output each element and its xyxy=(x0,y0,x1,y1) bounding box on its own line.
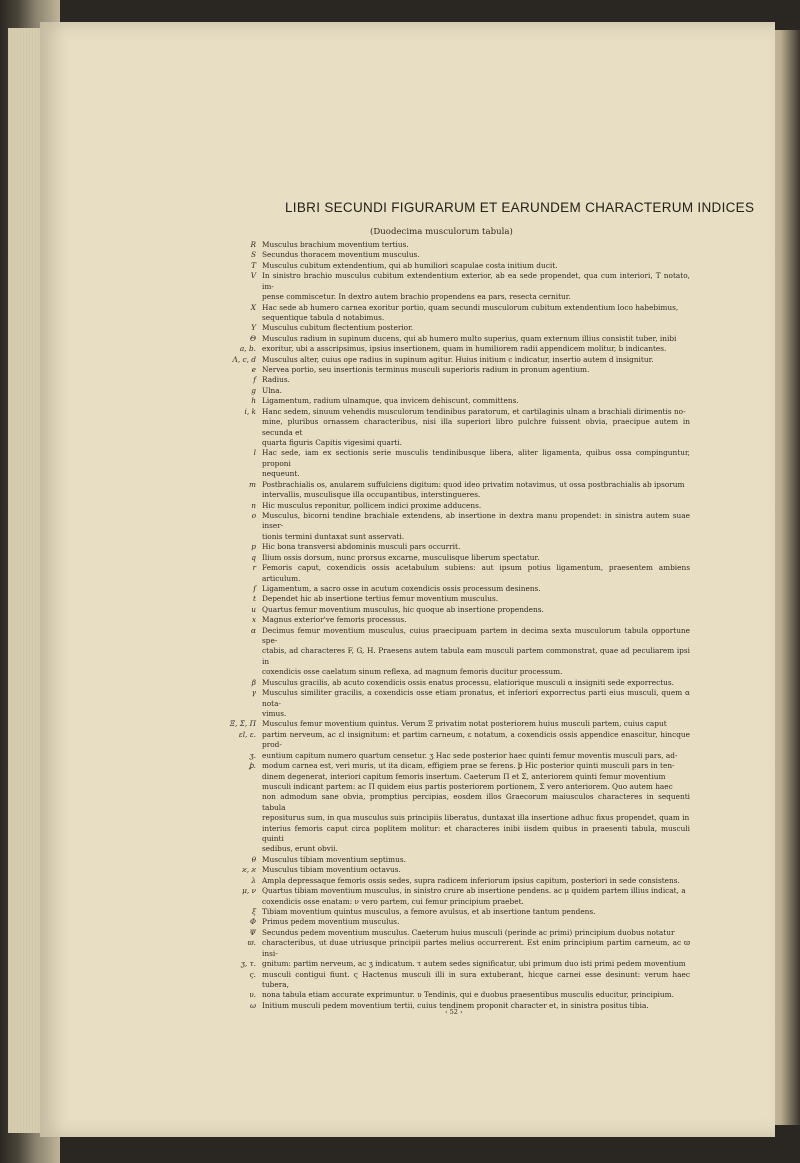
entry-character: Θ xyxy=(249,333,256,343)
entry-character: ς. xyxy=(249,969,256,979)
entry-character xyxy=(210,709,262,719)
index-entry xyxy=(210,448,690,469)
entry-text: Ilium ossis dorsum, nunc prorsus excarne, musculisque liberum spectatur. xyxy=(262,552,540,562)
entry-text: Magnus exterior've femoris processus. xyxy=(262,615,407,625)
entry-text: Radius. xyxy=(262,375,290,385)
entry-character: p xyxy=(251,542,256,552)
entry-character: r xyxy=(252,563,256,573)
entry-character xyxy=(210,490,262,500)
entry-character: ϖ. xyxy=(247,938,256,948)
entry-text: Dependet hic ab insertione tertius femur moventium musculus. xyxy=(262,594,499,604)
entry-character: θ xyxy=(251,854,256,864)
entry-character xyxy=(210,667,262,677)
entry-text: mine, pluribus ornassem characteribus, nisi illa superiori libro pulchre fuissent obvia, praecipue autem in secunda et xyxy=(262,417,690,437)
page-heading: LIBRI SECUNDI FIGURARUM ET EARUNDEM CHARACTERUM INDICES xyxy=(285,200,755,215)
entry-text: tionis termini duntaxat sunt asservati. xyxy=(262,531,405,541)
entry-character: Y xyxy=(251,323,256,333)
index-entry xyxy=(210,532,690,542)
index-entry xyxy=(210,667,690,677)
index-entry xyxy=(210,876,690,886)
entry-character: Ψ xyxy=(249,927,256,937)
index-entry xyxy=(210,438,690,448)
entry-character: V xyxy=(250,271,256,281)
entry-text: nona tabula etiam accurate exprimuntur. υ Tendinis, qui e duobus praesentibus musculis educitur, principium. xyxy=(262,990,674,1000)
index-entry xyxy=(210,323,690,333)
entry-text: non admodum sane obvia, promptius percipias, eosdem illos Graecorum maiusculos characteres in sequenti tabula xyxy=(262,792,690,812)
index-entry xyxy=(210,511,690,532)
index-entry xyxy=(210,553,690,563)
entry-character: λ xyxy=(251,875,256,885)
entry-text: musculi indicant partem: ac Π quidem eius partis posteriorem portionem, Σ vero anteriorem. Quo autem haec xyxy=(262,781,673,791)
entry-character: q xyxy=(251,552,256,562)
entry-text: interius femoris caput circa poplitem molitur: et characteres inibi iisdem quibus in praesenti tabula, musculi quinti xyxy=(262,823,690,844)
index-entry xyxy=(210,928,690,938)
entry-text: quarta figuris Capitis vigesimi quarti. xyxy=(262,438,402,448)
index-entry xyxy=(210,344,690,354)
entry-character xyxy=(210,772,262,782)
index-entry xyxy=(210,761,690,771)
entry-text: repositurus sum, in qua musculus suis principiis liberatus, duntaxat illa insertione adhuc fixus propendet, quam in xyxy=(262,813,690,823)
index-entry xyxy=(210,313,690,323)
entry-character: β xyxy=(251,677,256,687)
entry-character xyxy=(210,782,262,792)
index-entry xyxy=(210,375,690,385)
entry-text: Femoris caput, coxendicis ossis acetabulum subiens: aut ipsum potius ligamentum, praesentem ambiens articulum. xyxy=(262,563,690,583)
entry-character xyxy=(210,469,262,479)
entry-text: Hac sede ab humero carnea exoritur portio, quam secundi musculorum cubitum extendentium loco habebimus, xyxy=(262,302,679,312)
index-entry xyxy=(210,407,690,417)
entry-character: R xyxy=(250,240,256,249)
entry-text: Quartus tibiam moventium musculus, in sinistro crure ab insertione pendens. ac μ quidem partem illius indicat, a xyxy=(262,886,686,896)
index-entry xyxy=(210,501,690,511)
entry-text: exoritur, ubi a asscripsimus, ipsius insertionem, quam in humiliorem radii appendicem molitur, b indicantes. xyxy=(262,344,667,354)
entry-character xyxy=(210,313,262,323)
entry-text: nequeunt. xyxy=(262,469,300,479)
index-entry xyxy=(210,386,690,396)
index-entry xyxy=(210,417,690,438)
index-entry xyxy=(210,605,690,615)
entry-text: ctabis, ad characteres F, G, H. Praesens autem tabula eam musculi partem commonstrat, quae ad peculiarem ipsi in xyxy=(262,646,690,666)
entry-character: t xyxy=(253,594,256,604)
index-entry xyxy=(210,709,690,719)
entry-text: Hic musculus reponitur, pollicem indici proxime adducens. xyxy=(262,500,482,510)
entry-character: f xyxy=(253,375,256,385)
index-entry xyxy=(210,855,690,865)
entry-character xyxy=(210,824,262,845)
index-entry xyxy=(210,917,690,927)
entry-text: Musculus cubitum flectentium posterior. xyxy=(262,323,414,333)
entry-character: m xyxy=(249,479,256,489)
index-entry xyxy=(210,355,690,365)
entry-character: a, b. xyxy=(239,344,256,354)
index-entry xyxy=(210,782,690,792)
entry-text: Musculus radium in supinum ducens, qui ab humero multo superius, quam externum illius consistit tuber, inibi xyxy=(262,333,677,343)
entry-character: T xyxy=(251,260,256,270)
entry-text: Initium musculi pedem moventium tertii, cuius tendinem proponit character et, in sinistra positus tibia. xyxy=(262,1000,649,1010)
page-subheading: (Duodecima musculorum tabula) xyxy=(370,227,513,237)
index-entry xyxy=(210,594,690,604)
entry-text: Nervea portio, seu insertionis terminus musculi superioris radium in pronum agentium. xyxy=(262,365,590,375)
entry-character: Ξ, Σ, Π xyxy=(229,719,256,729)
entry-text: Musculus brachium moventium tertius. xyxy=(262,240,409,249)
index-entry xyxy=(210,772,690,782)
entry-text: characteribus, ut duae utriusque principii partes melius occurrerent. Est enim principium partim carneum, ac ϖ insi- xyxy=(262,938,690,958)
index-entry xyxy=(210,490,690,500)
entry-character: h xyxy=(251,396,256,406)
entry-text: Decimus femur moventium musculus, cuius praecipuam partem in decima sexta musculorum tabula opportune spe- xyxy=(262,625,690,646)
entry-character: X xyxy=(250,302,256,312)
entry-text: vimus. xyxy=(262,708,287,718)
entry-character: ϰ, ϰ xyxy=(242,865,256,875)
entry-text: coxendicis osse enatam: ν vero partem, cui femur principium praebet. xyxy=(262,896,524,906)
entry-character: ω xyxy=(250,1000,256,1010)
entry-character: l xyxy=(253,448,256,458)
entry-text: Primus pedem moventium musculus. xyxy=(262,917,400,927)
entry-character: ʒ, τ. xyxy=(240,959,256,969)
entry-character: n xyxy=(251,500,256,510)
index-entry xyxy=(210,240,690,250)
entry-text: Postbrachialis os, anularem suffulciens digitum: quod ideo privatim notavimus, ut ossa postbrachialis ab ipsorum xyxy=(262,479,685,489)
index-entry xyxy=(210,824,690,845)
index-entry xyxy=(210,688,690,709)
index-entry xyxy=(210,730,690,751)
index-entry xyxy=(210,334,690,344)
index-entry xyxy=(210,719,690,729)
entry-text: Musculus gracilis, ab acuto coxendicis ossis enatus processu, elatiorique musculi α insigniti sede exporrectus. xyxy=(262,677,674,687)
index-entry xyxy=(210,678,690,688)
entry-text: pense commiscetur. In dextro autem brachio propendens ea pars, resecta cernitur. xyxy=(262,292,571,302)
entry-character: ʒ. xyxy=(249,750,256,760)
entry-text: Ligamentum, radium ulnamque, qua invicem dehiscunt, committens. xyxy=(262,396,519,406)
entry-character xyxy=(210,646,262,667)
entry-character: ɛl, ɛ. xyxy=(238,729,256,739)
entry-character: g xyxy=(251,385,256,395)
character-index-list xyxy=(210,240,690,1011)
index-entry xyxy=(210,792,690,813)
entry-character: ſ xyxy=(253,583,256,593)
index-entry xyxy=(210,271,690,292)
entry-text: Secundus pedem moventium musculus. Caeterum huius musculi (perinde ac primi) principium duobus notatur xyxy=(262,927,675,937)
entry-text: sedibus, erunt obvii. xyxy=(262,844,338,854)
entry-character: x xyxy=(251,615,256,625)
entry-character xyxy=(210,417,262,438)
entry-character: S xyxy=(250,250,256,260)
entry-text: coxendicis osse caelatum sinum reflexa, ad magnum femoris ducitur processum. xyxy=(262,667,563,677)
index-entry xyxy=(210,897,690,907)
index-entry xyxy=(210,751,690,761)
page-number: ‹ 52 › xyxy=(445,1008,463,1016)
index-entry xyxy=(210,813,690,823)
entry-text: Musculus similiter gracilis, a coxendicis osse etiam pronatus, et inferiori exporrectus parti eius musculi, quem α nota- xyxy=(262,688,690,708)
index-entry xyxy=(210,907,690,917)
entry-character xyxy=(210,792,262,813)
index-entry xyxy=(210,469,690,479)
entry-text: Ulna. xyxy=(262,385,282,395)
entry-text: Secundus thoracem moventium musculus. xyxy=(262,250,420,260)
index-entry xyxy=(210,886,690,896)
index-entry xyxy=(210,959,690,969)
entry-text: euntium capitum numero quartum censetur. ʒ Hac sede posterior haec quinti femur moventis musculi pars, ad- xyxy=(262,750,678,760)
entry-text: Musculus cubitum extendentium, qui ab humiliori scapulae costa initium ducit. xyxy=(262,260,558,270)
entry-text: Musculus tibiam moventium octavus. xyxy=(262,865,401,875)
index-entry xyxy=(210,990,690,1000)
entry-text: Quartus femur moventium musculus, hic quoque ab insertione propendens. xyxy=(262,604,544,614)
entry-character: u xyxy=(251,604,256,614)
entry-character: e xyxy=(251,365,256,375)
entry-text: Musculus alter, cuius ope radius in supinum agitur. Huius initium c indicatur, insertio autem d insignitur. xyxy=(262,354,654,364)
index-entry xyxy=(210,970,690,991)
entry-character: Φ xyxy=(249,917,256,927)
entry-text: modum carnea est, veri muris, ut ita dicam, effigiem prae se ferens. ꝧ Hic posterior quinti musculi pars in ten- xyxy=(262,761,675,771)
index-entry xyxy=(210,626,690,647)
entry-character xyxy=(210,292,262,302)
entry-character: μ, ν xyxy=(242,886,256,896)
entry-character: Λ, c, d xyxy=(232,354,256,364)
index-entry xyxy=(210,365,690,375)
entry-text: dinem degenerat, interiori capitum femoris insertum. Caeterum Π et Σ, anteriorem quinti femur moventium xyxy=(262,771,666,781)
entry-text: gnitum: partim nerveum, ac ʒ indicatum. τ autem sedes significatur, ubi primum duo isti primi pedem moventium xyxy=(262,959,686,969)
index-entry xyxy=(210,303,690,313)
index-entry xyxy=(210,844,690,854)
index-entry xyxy=(210,261,690,271)
entry-text: Tibiam moventium quintus musculus, a femore avulsus, et ab insertione tantum pendens. xyxy=(262,907,596,916)
entry-text: Ligamentum, a sacro osse in acutum coxendicis ossis processum desinens. xyxy=(262,583,541,593)
entry-text: Hac sede, iam ex sectionis serie musculis tendinibusque libera, aliter ligamenta, quibus ossa compinguntur, proponi xyxy=(262,448,690,468)
index-entry xyxy=(210,563,690,584)
index-entry xyxy=(210,615,690,625)
entry-character: υ. xyxy=(249,990,256,1000)
entry-text: sequentique tabula d notabimus. xyxy=(262,312,385,322)
entry-text: Hanc sedem, sinuum vehendis musculorum tendinibus paratorum, et cartilaginis ulnam a brachiali dirimentis no- xyxy=(262,406,686,416)
entry-character xyxy=(210,532,262,542)
entry-text: intervallis, musculisque illa occupantibus, interstingueres. xyxy=(262,490,481,500)
entry-text: Musculus femur moventium quintus. Verum Ξ privatim notat posteriorem huius musculi partem, cuius caput xyxy=(262,719,667,729)
entry-text: musculi contigui fiunt. ς Hactenus musculi illi in sura extuberant, hicque carnei esse desinunt: verum haec tubera, xyxy=(262,969,690,989)
entry-text: In sinistro brachio musculus cubitum extendentium exterior, ab ea sede propendet, qua cum interiori, T notato, im- xyxy=(262,271,690,291)
entry-text: Ampla depressaque femoris ossis sedes, supra radicem inferiorum ipsius capitum, posteriori in sede consistens. xyxy=(262,875,680,885)
index-entry xyxy=(210,938,690,959)
index-entry xyxy=(210,542,690,552)
index-entry xyxy=(210,584,690,594)
entry-text: Musculus, bicorni tendine brachiale extendens, ab insertione in dextra manu propendet: in sinistra autem suae inser- xyxy=(262,510,690,531)
entry-character xyxy=(210,813,262,823)
index-entry xyxy=(210,646,690,667)
entry-text: partim nerveum, ac ɛl insignitum: et partim carneum, ɛ notatum, a coxendicis ossis appendice enascitur, hincque prod- xyxy=(262,729,690,750)
entry-character xyxy=(210,844,262,854)
index-entry xyxy=(210,292,690,302)
entry-character: i, k xyxy=(244,406,256,416)
entry-character xyxy=(210,897,262,907)
index-entry xyxy=(210,250,690,260)
entry-text: Hic bona transversi abdominis musculi pars occurrit. xyxy=(262,542,461,552)
entry-character: γ xyxy=(251,688,256,698)
entry-character: ξ xyxy=(251,907,256,916)
entry-character xyxy=(210,438,262,448)
entry-character: ꝧ. xyxy=(249,761,256,771)
index-entry xyxy=(210,865,690,875)
entry-text: Musculus tibiam moventium septimus. xyxy=(262,854,406,864)
index-entry xyxy=(210,396,690,406)
entry-character: α xyxy=(251,625,256,635)
entry-character: o xyxy=(251,510,256,520)
index-entry xyxy=(210,480,690,490)
